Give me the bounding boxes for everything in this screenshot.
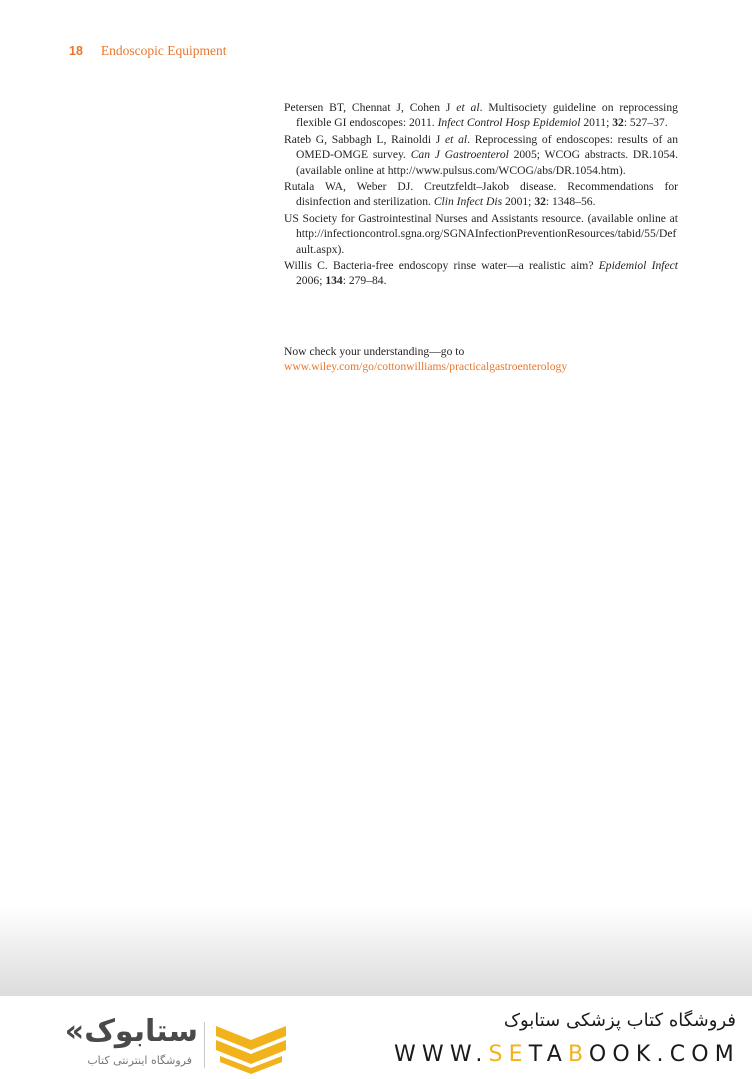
check-understanding-text: Now check your understanding—go to <box>284 345 465 358</box>
reference-item <box>284 211 678 257</box>
url-accent: SE <box>488 1042 529 1067</box>
reference-italic: et al <box>456 101 480 114</box>
reference-text: . Multisociety guideline on reprocessing flexible GI endoscopes: 2011. <box>296 101 678 130</box>
reference-text: Willis C. Bacteria-free endoscopy rinse water—a realistic aim? <box>284 259 599 273</box>
reference-item <box>284 179 678 210</box>
reference-text: 2005; WCOG abstracts. DR.1054. (available online at http://www.pulsus.com/WCOG/abs/DR.1054.htm). <box>296 148 678 177</box>
reference-list <box>284 100 678 290</box>
url-accent: B <box>567 1042 589 1067</box>
logo-tagline: فروشگاه اینترنتی کتاب <box>87 1054 192 1067</box>
reference-volume: 32 <box>612 116 624 130</box>
url-part: OOK.COM <box>588 1042 740 1067</box>
reference-text: Rutala WA, Weber DJ. Creutzfeldt–Jakob disease. Recommendations for disinfection and sterilization. <box>284 180 678 209</box>
running-header <box>69 43 227 59</box>
reference-italic: Infect Control Hosp Epidemiol <box>437 116 581 130</box>
reference-text: Rateb G, Sabbagh L, Rainoldi J <box>284 132 445 146</box>
reference-italic: Can J Gastroenterol <box>410 148 509 162</box>
reference-item <box>284 258 678 289</box>
reference-italic: Epidemiol Infect <box>598 259 678 273</box>
url-part: TA <box>528 1042 568 1067</box>
reference-italic: Clin Infect Dis <box>433 195 503 209</box>
reference-text: Petersen BT, Chennat J, Cohen J <box>284 101 457 114</box>
reference-item <box>284 132 678 178</box>
store-name: فروشگاه کتاب پزشکی ستابوک <box>503 1010 736 1031</box>
check-understanding <box>284 344 704 375</box>
reference-text: : 1348–56. <box>545 195 596 209</box>
reference-text: 2001; <box>502 195 535 209</box>
setabook-logo-wordmark: «ستابوک <box>64 1014 198 1049</box>
logo-divider <box>204 1022 205 1068</box>
reference-item <box>284 100 678 131</box>
reference-text: 2011; <box>580 116 613 130</box>
reference-volume: 134 <box>325 274 343 288</box>
running-title: Endoscopic Equipment <box>100 43 227 58</box>
url-part: WWW. <box>393 1042 489 1067</box>
page-number: 18 <box>69 44 83 58</box>
companion-site-link[interactable]: www.wiley.com/go/cottonwilliams/practicalgastroenterology <box>284 360 568 374</box>
website-url[interactable] <box>388 1042 740 1067</box>
reference-volume: 32 <box>534 195 546 209</box>
reference-text: . Reprocessing of endoscopes: results of an OMED-OMGE survey. <box>296 132 678 162</box>
footer-shadow <box>0 905 752 996</box>
reference-italic: et al <box>445 132 468 146</box>
reference-text: 2006; <box>296 274 326 288</box>
reference-text: : 279–84. <box>342 274 387 288</box>
book-stack-logo-icon <box>214 1018 288 1074</box>
reference-text: US Society for Gastrointestinal Nurses and Assistants resource. (available online at http://infectioncontrol.sgna.org/SGNAInfectionPreventionResources/tabid/55/Default.aspx). <box>284 211 678 256</box>
reference-text: : 527–37. <box>623 116 668 130</box>
